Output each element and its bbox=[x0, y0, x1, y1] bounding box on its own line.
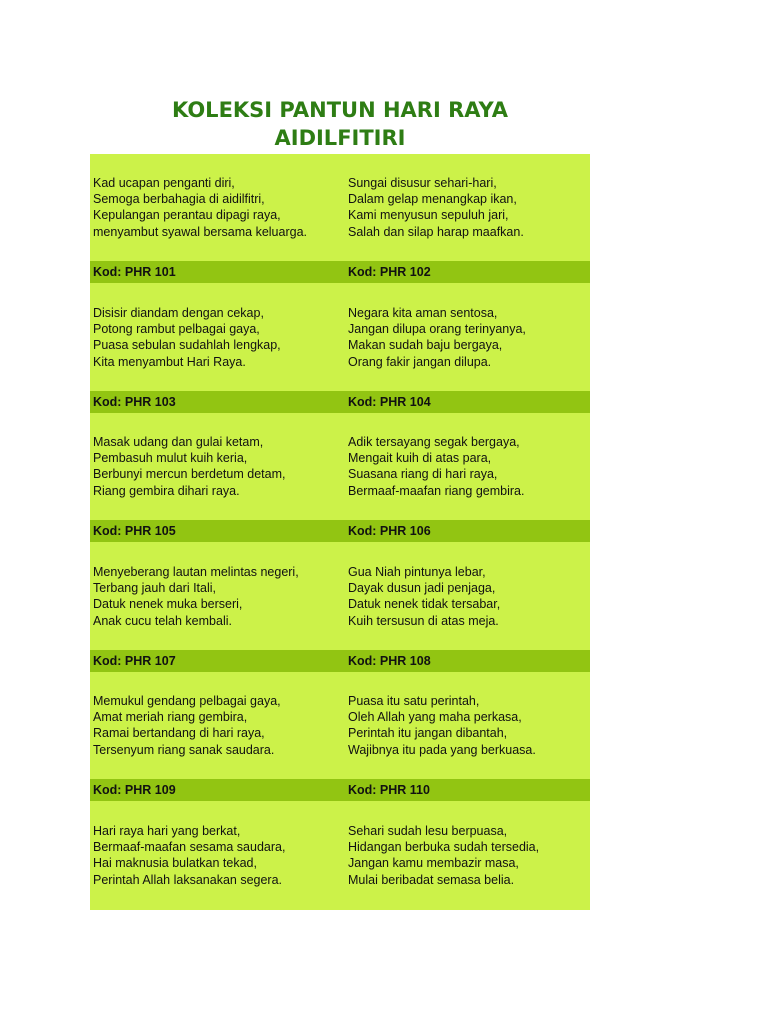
pantun-table bbox=[90, 154, 590, 910]
code-bar bbox=[90, 779, 590, 801]
pantun-line: Kepulangan perantau dipagi raya, bbox=[93, 208, 281, 223]
pantun-line: menyambut syawal bersama keluarga. bbox=[93, 224, 307, 239]
title-line-1: KOLEKSI PANTUN HARI RAYA bbox=[172, 98, 508, 122]
pantun-line: Makan sudah baju bergaya, bbox=[348, 338, 503, 353]
pantun-stanza bbox=[348, 434, 524, 499]
pantun-line: Suasana riang di hari raya, bbox=[348, 467, 498, 482]
pantun-line: Salah dan silap harap maafkan. bbox=[348, 224, 524, 239]
pantun-stanza bbox=[93, 564, 299, 629]
code-bar bbox=[90, 650, 590, 672]
title-line-2: AIDILFITIRI bbox=[274, 126, 406, 150]
pantun-code: Kod: PHR 101 bbox=[93, 265, 176, 279]
pantun-line: Oleh Allah yang maha perkasa, bbox=[348, 710, 522, 725]
pantun-stanza bbox=[348, 823, 539, 888]
pantun-stanza bbox=[93, 434, 285, 499]
pantun-stanza bbox=[348, 564, 500, 629]
pantun-line: Hari raya hari yang berkat, bbox=[93, 824, 241, 838]
pantun-line: Terbang jauh dari Itali, bbox=[93, 581, 216, 596]
pantun-stanza bbox=[348, 693, 536, 758]
pantun-line: Kad ucapan penganti diri, bbox=[93, 176, 235, 190]
document-title bbox=[0, 96, 680, 152]
code-bar bbox=[90, 261, 590, 283]
pantun-line: Amat meriah riang gembira, bbox=[93, 710, 248, 725]
pantun-code: Kod: PHR 108 bbox=[348, 654, 431, 668]
pantun-code: Kod: PHR 105 bbox=[93, 524, 176, 538]
pantun-code: Kod: PHR 109 bbox=[93, 783, 176, 797]
pantun-code: Kod: PHR 103 bbox=[93, 395, 176, 409]
pantun-line: Hidangan berbuka sudah tersedia, bbox=[348, 840, 540, 855]
pantun-stanza bbox=[348, 175, 524, 240]
pantun-stanza bbox=[93, 693, 281, 758]
code-bar bbox=[90, 391, 590, 413]
pantun-line: Mulai beribadat semasa belia. bbox=[348, 872, 515, 887]
pantun-line: Orang fakir jangan dilupa. bbox=[348, 354, 492, 369]
code-bar bbox=[90, 520, 590, 542]
pantun-line: Puasa itu satu perintah, bbox=[348, 694, 480, 708]
pantun-line: Sungai disusur sehari-hari, bbox=[348, 176, 497, 190]
pantun-line: Perintah itu jangan dibantah, bbox=[348, 726, 508, 741]
pantun-line: Anak cucu telah kembali. bbox=[93, 613, 232, 628]
pantun-line: Kuih tersusun di atas meja. bbox=[348, 613, 499, 628]
pantun-line: Semoga berbahagia di aidilfitri, bbox=[93, 192, 265, 207]
pantun-code: Kod: PHR 110 bbox=[348, 783, 430, 797]
pantun-code: Kod: PHR 102 bbox=[348, 265, 431, 279]
pantun-code: Kod: PHR 107 bbox=[93, 654, 176, 668]
pantun-line: Dayak dusun jadi penjaga, bbox=[348, 581, 496, 596]
pantun-line: Kami menyusun sepuluh jari, bbox=[348, 208, 509, 223]
pantun-stanza bbox=[93, 305, 281, 370]
pantun-line: Wajibnya itu pada yang berkuasa. bbox=[348, 742, 536, 757]
pantun-line: Tersenyum riang sanak saudara. bbox=[93, 742, 275, 757]
pantun-line: Datuk nenek tidak tersabar, bbox=[348, 597, 501, 612]
pantun-line: Hai maknusia bulatkan tekad, bbox=[93, 856, 257, 871]
pantun-code: Kod: PHR 104 bbox=[348, 395, 431, 409]
pantun-line: Memukul gendang pelbagai gaya, bbox=[93, 694, 281, 708]
pantun-line: Datuk nenek muka berseri, bbox=[93, 597, 243, 612]
pantun-line: Berbunyi mercun berdetum detam, bbox=[93, 467, 286, 482]
pantun-line: Menyeberang lautan melintas negeri, bbox=[93, 565, 299, 579]
pantun-line: Gua Niah pintunya lebar, bbox=[348, 565, 486, 579]
pantun-line: Perintah Allah laksanakan segera. bbox=[93, 872, 283, 887]
pantun-line: Disisir diandam dengan cekap, bbox=[93, 306, 264, 320]
pantun-stanza bbox=[93, 823, 285, 888]
pantun-line: Bermaaf-maafan sesama saudara, bbox=[93, 840, 286, 855]
pantun-stanza bbox=[93, 175, 307, 240]
pantun-line: Negara kita aman sentosa, bbox=[348, 306, 498, 320]
pantun-stanza bbox=[348, 305, 526, 370]
pantun-line: Bermaaf-maafan riang gembira. bbox=[348, 483, 525, 498]
pantun-line: Riang gembira dihari raya. bbox=[93, 483, 240, 498]
pantun-line: Puasa sebulan sudahlah lengkap, bbox=[93, 338, 281, 353]
pantun-line: Mengait kuih di atas para, bbox=[348, 451, 492, 466]
pantun-line: Jangan dilupa orang terinyanya, bbox=[348, 322, 526, 337]
pantun-line: Pembasuh mulut kuih keria, bbox=[93, 451, 248, 466]
pantun-line: Potong rambut pelbagai gaya, bbox=[93, 322, 260, 337]
pantun-line: Dalam gelap menangkap ikan, bbox=[348, 192, 517, 207]
pantun-line: Ramai bertandang di hari raya, bbox=[93, 726, 265, 741]
pantun-line: Sehari sudah lesu berpuasa, bbox=[348, 824, 508, 838]
pantun-code: Kod: PHR 106 bbox=[348, 524, 431, 538]
pantun-line: Kita menyambut Hari Raya. bbox=[93, 354, 246, 369]
pantun-line: Adik tersayang segak bergaya, bbox=[348, 435, 520, 449]
pantun-line: Masak udang dan gulai ketam, bbox=[93, 435, 264, 449]
pantun-line: Jangan kamu membazir masa, bbox=[348, 856, 519, 871]
